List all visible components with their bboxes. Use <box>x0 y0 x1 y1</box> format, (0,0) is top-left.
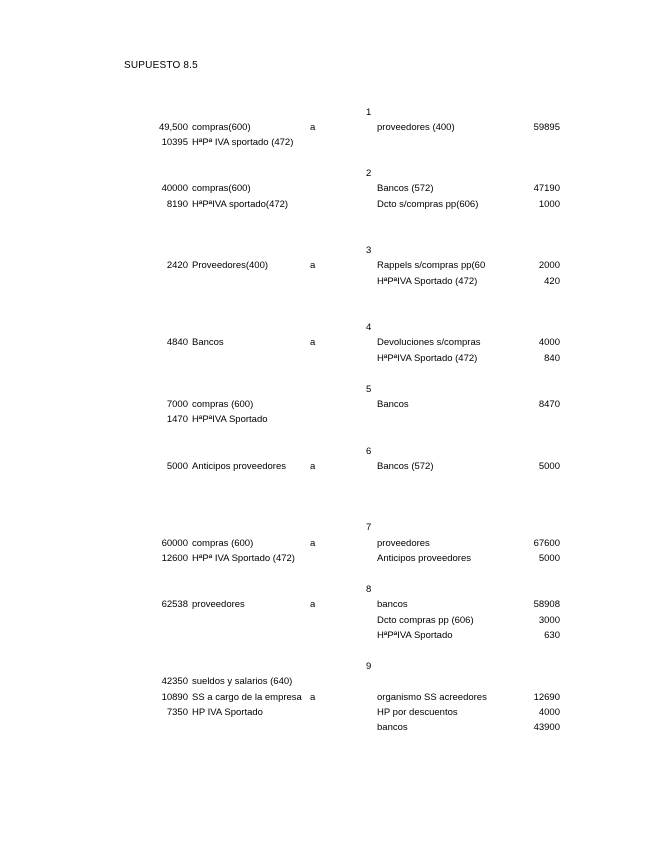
entry-number: 2 <box>366 168 372 179</box>
credit-amount: 420 <box>544 276 560 287</box>
credit-amount: 2000 <box>538 260 560 271</box>
debit-amount: 1470 <box>166 414 188 425</box>
entry-number: 9 <box>366 661 372 672</box>
credit-account: Bancos (572) <box>377 461 434 472</box>
debit-amount: 49,500 <box>158 122 188 133</box>
debit-amount: 62538 <box>161 599 188 610</box>
connector-a: a <box>310 337 316 348</box>
connector-a: a <box>310 461 316 472</box>
credit-account: proveedores <box>377 538 430 549</box>
debit-amount: 8190 <box>166 199 188 210</box>
entry-number: 3 <box>366 245 372 256</box>
debit-account: HªPªIVA sportado(472) <box>192 199 289 210</box>
credit-amount: 58908 <box>533 599 560 610</box>
credit-amount: 3000 <box>538 615 560 626</box>
entry-number: 5 <box>366 384 372 395</box>
debit-amount: 10395 <box>161 137 188 148</box>
entry-number: 4 <box>366 322 372 333</box>
debit-account: Proveedores(400) <box>192 260 269 271</box>
debit-account: Bancos <box>192 337 224 348</box>
debit-amount: 12600 <box>161 553 188 564</box>
debit-amount: 42350 <box>161 676 188 687</box>
debit-amount: 7000 <box>166 399 188 410</box>
entry-number: 6 <box>366 446 372 457</box>
debit-account: sueldos y salarios (640) <box>192 676 293 687</box>
connector-a: a <box>310 538 316 549</box>
credit-account: Rappels s/compras pp(60 <box>377 260 486 271</box>
entry-number: 1 <box>366 107 372 118</box>
page-title: SUPUESTO 8.5 <box>124 60 198 71</box>
debit-amount: 5000 <box>166 461 188 472</box>
debit-account: HªPªIVA Sportado <box>192 414 268 425</box>
debit-account: HP IVA Sportado <box>192 707 263 718</box>
credit-account: HªPªIVA Sportado <box>377 630 453 641</box>
credit-amount: 59895 <box>533 122 560 133</box>
credit-account: Bancos (572) <box>377 183 434 194</box>
credit-amount: 5000 <box>538 553 560 564</box>
credit-account: HªPªIVA Sportado (472) <box>377 353 478 364</box>
credit-account: bancos <box>377 599 408 610</box>
entry-number: 7 <box>366 522 372 533</box>
debit-account: SS a cargo de la empresa <box>192 692 302 703</box>
debit-amount: 7350 <box>166 707 188 718</box>
credit-account: Devoluciones s/compras <box>377 337 481 348</box>
debit-amount: 40000 <box>161 183 188 194</box>
entry-number: 8 <box>366 584 372 595</box>
credit-account: Anticipos proveedores <box>377 553 471 564</box>
credit-account: Dcto s/compras pp(606) <box>377 199 479 210</box>
debit-account: compras (600) <box>192 538 254 549</box>
credit-amount: 4000 <box>538 707 560 718</box>
credit-amount: 630 <box>544 630 560 641</box>
credit-account: bancos <box>377 722 408 733</box>
connector-a: a <box>310 599 316 610</box>
debit-account: HªPª IVA Sportado (472) <box>192 553 295 564</box>
credit-account: proveedores (400) <box>377 122 455 133</box>
credit-amount: 4000 <box>538 337 560 348</box>
debit-account: compras (600) <box>192 399 254 410</box>
debit-account: compras(600) <box>192 122 251 133</box>
debit-account: proveedores <box>192 599 245 610</box>
credit-amount: 8470 <box>538 399 560 410</box>
debit-amount: 10890 <box>161 692 188 703</box>
credit-account: HP por descuentos <box>377 707 458 718</box>
credit-amount: 47190 <box>533 183 560 194</box>
credit-amount: 67600 <box>533 538 560 549</box>
credit-amount: 43900 <box>533 722 560 733</box>
credit-amount: 5000 <box>538 461 560 472</box>
connector-a: a <box>310 122 316 133</box>
debit-amount: 2420 <box>166 260 188 271</box>
credit-amount: 1000 <box>538 199 560 210</box>
connector-a: a <box>310 692 316 703</box>
debit-account: Anticipos proveedores <box>192 461 286 472</box>
debit-account: HªPª IVA sportado (472) <box>192 137 294 148</box>
credit-account: Bancos <box>377 399 409 410</box>
credit-amount: 12690 <box>533 692 560 703</box>
connector-a: a <box>310 260 316 271</box>
credit-amount: 840 <box>544 353 560 364</box>
debit-amount: 4840 <box>166 337 188 348</box>
debit-account: compras(600) <box>192 183 251 194</box>
credit-account: organismo SS acreedores <box>377 692 487 703</box>
debit-amount: 60000 <box>161 538 188 549</box>
credit-account: Dcto compras pp (606) <box>377 615 474 626</box>
credit-account: HªPªIVA Sportado (472) <box>377 276 478 287</box>
